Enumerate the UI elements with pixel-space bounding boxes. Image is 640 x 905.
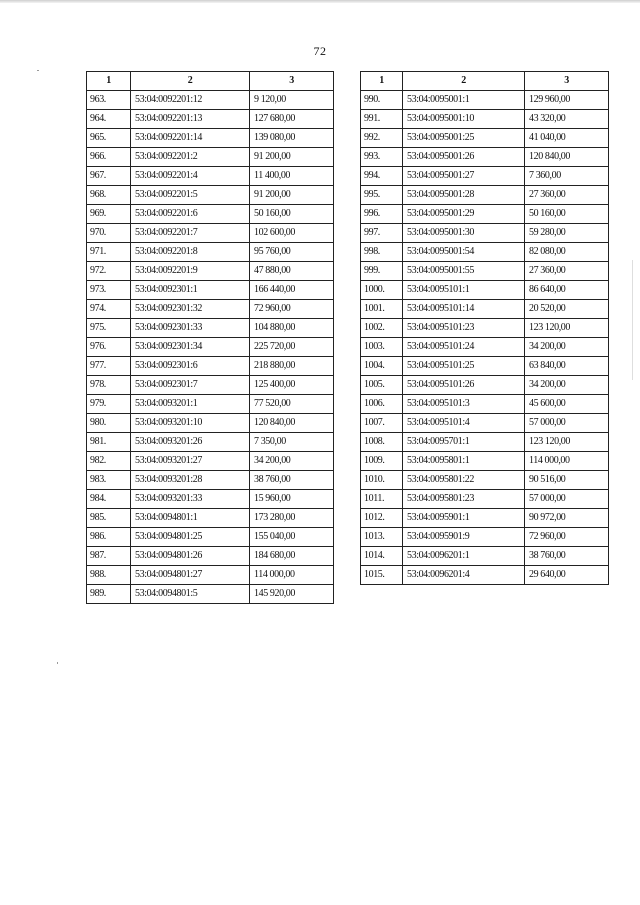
scan-speck — [632, 260, 633, 380]
table-row — [87, 243, 334, 262]
scan-top-edge — [0, 0, 640, 3]
value-cell: 139 080,00 — [250, 129, 334, 148]
cadastral-number-cell: 53:04:0093201:33 — [131, 490, 250, 509]
row-number-cell: 1010. — [361, 471, 403, 490]
row-number-cell: 964. — [87, 110, 131, 129]
cadastral-number-cell: 53:04:0095001:30 — [403, 224, 525, 243]
value-cell: 57 000,00 — [525, 414, 609, 433]
row-number-cell: 971. — [87, 243, 131, 262]
row-number-cell: 1001. — [361, 300, 403, 319]
row-number-cell: 994. — [361, 167, 403, 186]
table-row — [87, 471, 334, 490]
table-row — [361, 205, 609, 224]
cadastral-number-cell: 53:04:0092301:7 — [131, 376, 250, 395]
row-number-cell: 987. — [87, 547, 131, 566]
value-cell: 125 400,00 — [250, 376, 334, 395]
table-row — [361, 224, 609, 243]
value-cell: 77 520,00 — [250, 395, 334, 414]
cadastral-number-cell: 53:04:0096201:4 — [403, 566, 525, 585]
table-row — [87, 376, 334, 395]
cadastral-number-cell: 53:04:0095801:23 — [403, 490, 525, 509]
row-number-cell: 975. — [87, 319, 131, 338]
table-row — [87, 262, 334, 281]
row-number-cell: 978. — [87, 376, 131, 395]
table-row — [361, 338, 609, 357]
value-cell: 102 600,00 — [250, 224, 334, 243]
table-row — [87, 547, 334, 566]
row-number-cell: 986. — [87, 528, 131, 547]
table-row — [361, 148, 609, 167]
value-cell: 90 516,00 — [525, 471, 609, 490]
row-number-cell: 992. — [361, 129, 403, 148]
cadastral-number-cell: 53:04:0096201:1 — [403, 547, 525, 566]
table-row — [361, 243, 609, 262]
table-row — [361, 395, 609, 414]
row-number-cell: 1008. — [361, 433, 403, 452]
value-cell: 38 760,00 — [250, 471, 334, 490]
cadastral-number-cell: 53:04:0095101:3 — [403, 395, 525, 414]
value-cell: 41 040,00 — [525, 129, 609, 148]
cadastral-number-cell: 53:04:0093201:28 — [131, 471, 250, 490]
cadastral-number-cell: 53:04:0092201:4 — [131, 167, 250, 186]
value-cell: 95 760,00 — [250, 243, 334, 262]
cadastral-number-cell: 53:04:0095801:1 — [403, 452, 525, 471]
value-cell: 114 000,00 — [250, 566, 334, 585]
table-row — [87, 585, 334, 604]
row-number-cell: 988. — [87, 566, 131, 585]
cadastral-number-cell: 53:04:0095701:1 — [403, 433, 525, 452]
value-cell: 129 960,00 — [525, 91, 609, 110]
value-cell: 43 320,00 — [525, 110, 609, 129]
table-row — [87, 205, 334, 224]
value-cell: 104 880,00 — [250, 319, 334, 338]
value-cell: 34 200,00 — [525, 376, 609, 395]
cadastral-number-cell: 53:04:0094801:26 — [131, 547, 250, 566]
row-number-cell: 1006. — [361, 395, 403, 414]
table-row — [361, 91, 609, 110]
value-cell: 7 350,00 — [250, 433, 334, 452]
cadastral-number-cell: 53:04:0095101:24 — [403, 338, 525, 357]
column-header-cadastral-number: 2 — [131, 72, 250, 91]
row-number-cell: 966. — [87, 148, 131, 167]
cadastral-number-cell: 53:04:0095101:14 — [403, 300, 525, 319]
value-cell: 34 200,00 — [250, 452, 334, 471]
cadastral-number-cell: 53:04:0092301:6 — [131, 357, 250, 376]
row-number-cell: 995. — [361, 186, 403, 205]
table-row — [361, 509, 609, 528]
row-number-cell: 977. — [87, 357, 131, 376]
value-cell: 27 360,00 — [525, 186, 609, 205]
value-cell: 218 880,00 — [250, 357, 334, 376]
cadastral-number-cell: 53:04:0092301:1 — [131, 281, 250, 300]
row-number-cell: 993. — [361, 148, 403, 167]
row-number-cell: 999. — [361, 262, 403, 281]
value-cell: 38 760,00 — [525, 547, 609, 566]
table-row — [361, 319, 609, 338]
value-cell: 225 720,00 — [250, 338, 334, 357]
value-cell: 63 840,00 — [525, 357, 609, 376]
row-number-cell: 963. — [87, 91, 131, 110]
cadastral-number-cell: 53:04:0093201:27 — [131, 452, 250, 471]
cadastral-number-cell: 53:04:0092201:5 — [131, 186, 250, 205]
cadastral-number-cell: 53:04:0092301:32 — [131, 300, 250, 319]
table-row — [361, 376, 609, 395]
table-row — [87, 91, 334, 110]
column-header-value: 3 — [525, 72, 609, 91]
value-cell: 166 440,00 — [250, 281, 334, 300]
table-row — [361, 471, 609, 490]
row-number-cell: 972. — [87, 262, 131, 281]
table-row — [361, 452, 609, 471]
cadastral-number-cell: 53:04:0095001:28 — [403, 186, 525, 205]
table-row — [87, 167, 334, 186]
value-cell: 91 200,00 — [250, 148, 334, 167]
cadastral-number-cell: 53:04:0095101:26 — [403, 376, 525, 395]
table-row — [361, 167, 609, 186]
cadastral-number-cell: 53:04:0093201:10 — [131, 414, 250, 433]
page-number: 72 — [313, 44, 327, 58]
cadastral-number-cell: 53:04:0092201:2 — [131, 148, 250, 167]
table-row — [87, 300, 334, 319]
cadastral-number-cell: 53:04:0092201:14 — [131, 129, 250, 148]
table-row — [87, 566, 334, 585]
row-number-cell: 1015. — [361, 566, 403, 585]
row-number-cell: 969. — [87, 205, 131, 224]
column-header-cadastral-number: 2 — [403, 72, 525, 91]
cadastral-number-cell: 53:04:0095001:54 — [403, 243, 525, 262]
cadastral-number-cell: 53:04:0092301:34 — [131, 338, 250, 357]
table-row — [87, 224, 334, 243]
table-row — [87, 528, 334, 547]
value-cell: 9 120,00 — [250, 91, 334, 110]
row-number-cell: 1011. — [361, 490, 403, 509]
cadastral-number-cell: 53:04:0095001:25 — [403, 129, 525, 148]
value-cell: 86 640,00 — [525, 281, 609, 300]
row-number-cell: 1009. — [361, 452, 403, 471]
value-cell: 59 280,00 — [525, 224, 609, 243]
scan-speck — [57, 662, 58, 664]
table-row — [87, 490, 334, 509]
table-body — [87, 91, 334, 604]
cadastral-number-cell: 53:04:0092201:9 — [131, 262, 250, 281]
cadastral-number-cell: 53:04:0095001:10 — [403, 110, 525, 129]
row-number-cell: 991. — [361, 110, 403, 129]
value-cell: 72 960,00 — [250, 300, 334, 319]
value-cell: 15 960,00 — [250, 490, 334, 509]
table-row — [87, 148, 334, 167]
row-number-cell: 1002. — [361, 319, 403, 338]
cadastral-number-cell: 53:04:0093201:1 — [131, 395, 250, 414]
row-number-cell: 1004. — [361, 357, 403, 376]
value-cell: 155 040,00 — [250, 528, 334, 547]
header-row — [361, 72, 609, 91]
table-row — [361, 300, 609, 319]
cadastral-number-cell: 53:04:0094801:25 — [131, 528, 250, 547]
table-row — [361, 129, 609, 148]
row-number-cell: 965. — [87, 129, 131, 148]
cadastral-number-cell: 53:04:0095001:26 — [403, 148, 525, 167]
row-number-cell: 968. — [87, 186, 131, 205]
value-cell: 120 840,00 — [250, 414, 334, 433]
row-number-cell: 989. — [87, 585, 131, 604]
value-cell: 145 920,00 — [250, 585, 334, 604]
table-row — [361, 110, 609, 129]
value-cell: 184 680,00 — [250, 547, 334, 566]
table-row — [87, 129, 334, 148]
row-number-cell: 1014. — [361, 547, 403, 566]
row-number-cell: 990. — [361, 91, 403, 110]
value-cell: 50 160,00 — [525, 205, 609, 224]
table-row — [361, 433, 609, 452]
table-row — [87, 281, 334, 300]
table-row — [87, 357, 334, 376]
table-row — [361, 357, 609, 376]
cadastral-table-right — [360, 71, 609, 585]
cadastral-number-cell: 53:04:0095101:23 — [403, 319, 525, 338]
value-cell: 90 972,00 — [525, 509, 609, 528]
cadastral-number-cell: 53:04:0095001:55 — [403, 262, 525, 281]
cadastral-table-left — [86, 71, 334, 604]
value-cell: 114 000,00 — [525, 452, 609, 471]
row-number-cell: 1012. — [361, 509, 403, 528]
cadastral-number-cell: 53:04:0092201:6 — [131, 205, 250, 224]
row-number-cell: 983. — [87, 471, 131, 490]
table-row — [361, 490, 609, 509]
cadastral-number-cell: 53:04:0095001:29 — [403, 205, 525, 224]
value-cell: 82 080,00 — [525, 243, 609, 262]
table-row — [87, 338, 334, 357]
cadastral-number-cell: 53:04:0092201:8 — [131, 243, 250, 262]
value-cell: 50 160,00 — [250, 205, 334, 224]
table-body — [361, 91, 609, 585]
cadastral-number-cell: 53:04:0095101:1 — [403, 281, 525, 300]
table-row — [87, 414, 334, 433]
value-cell: 11 400,00 — [250, 167, 334, 186]
cadastral-number-cell: 53:04:0094801:27 — [131, 566, 250, 585]
table-row — [361, 528, 609, 547]
cadastral-number-cell: 53:04:0092301:33 — [131, 319, 250, 338]
cadastral-number-cell: 53:04:0092201:13 — [131, 110, 250, 129]
value-cell: 29 640,00 — [525, 566, 609, 585]
table-row — [361, 281, 609, 300]
table-row — [87, 110, 334, 129]
value-cell: 123 120,00 — [525, 319, 609, 338]
row-number-cell: 997. — [361, 224, 403, 243]
row-number-cell: 981. — [87, 433, 131, 452]
cadastral-number-cell: 53:04:0092201:12 — [131, 91, 250, 110]
value-cell: 34 200,00 — [525, 338, 609, 357]
cadastral-number-cell: 53:04:0095901:9 — [403, 528, 525, 547]
table-row — [361, 414, 609, 433]
value-cell: 47 880,00 — [250, 262, 334, 281]
row-number-cell: 998. — [361, 243, 403, 262]
table-row — [87, 186, 334, 205]
cadastral-number-cell: 53:04:0095901:1 — [403, 509, 525, 528]
table-row — [361, 186, 609, 205]
value-cell: 123 120,00 — [525, 433, 609, 452]
cadastral-number-cell: 53:04:0094801:1 — [131, 509, 250, 528]
cadastral-number-cell: 53:04:0092201:7 — [131, 224, 250, 243]
table-row — [87, 452, 334, 471]
row-number-cell: 980. — [87, 414, 131, 433]
scan-speck — [37, 70, 39, 71]
row-number-cell: 982. — [87, 452, 131, 471]
table-row — [361, 547, 609, 566]
row-number-cell: 974. — [87, 300, 131, 319]
row-number-cell: 973. — [87, 281, 131, 300]
row-number-cell: 1007. — [361, 414, 403, 433]
row-number-cell: 976. — [87, 338, 131, 357]
table-row — [361, 566, 609, 585]
table-row — [87, 509, 334, 528]
table-row — [361, 262, 609, 281]
cadastral-number-cell: 53:04:0094801:5 — [131, 585, 250, 604]
table-row — [87, 395, 334, 414]
cadastral-number-cell: 53:04:0093201:26 — [131, 433, 250, 452]
row-number-cell: 985. — [87, 509, 131, 528]
row-number-cell: 984. — [87, 490, 131, 509]
row-number-cell: 996. — [361, 205, 403, 224]
value-cell: 20 520,00 — [525, 300, 609, 319]
cadastral-number-cell: 53:04:0095801:22 — [403, 471, 525, 490]
value-cell: 45 600,00 — [525, 395, 609, 414]
value-cell: 127 680,00 — [250, 110, 334, 129]
value-cell: 91 200,00 — [250, 186, 334, 205]
cadastral-number-cell: 53:04:0095101:4 — [403, 414, 525, 433]
value-cell: 27 360,00 — [525, 262, 609, 281]
cadastral-number-cell: 53:04:0095001:1 — [403, 91, 525, 110]
row-number-cell: 967. — [87, 167, 131, 186]
table-row — [87, 319, 334, 338]
cadastral-number-cell: 53:04:0095101:25 — [403, 357, 525, 376]
row-number-cell: 1005. — [361, 376, 403, 395]
row-number-cell: 970. — [87, 224, 131, 243]
value-cell: 173 280,00 — [250, 509, 334, 528]
value-cell: 57 000,00 — [525, 490, 609, 509]
cadastral-number-cell: 53:04:0095001:27 — [403, 167, 525, 186]
row-number-cell: 979. — [87, 395, 131, 414]
header-row — [87, 72, 334, 91]
value-cell: 72 960,00 — [525, 528, 609, 547]
row-number-cell: 1003. — [361, 338, 403, 357]
value-cell: 120 840,00 — [525, 148, 609, 167]
row-number-cell: 1000. — [361, 281, 403, 300]
column-header-number: 1 — [87, 72, 131, 91]
row-number-cell: 1013. — [361, 528, 403, 547]
column-header-value: 3 — [250, 72, 334, 91]
column-header-number: 1 — [361, 72, 403, 91]
value-cell: 7 360,00 — [525, 167, 609, 186]
table-row — [87, 433, 334, 452]
